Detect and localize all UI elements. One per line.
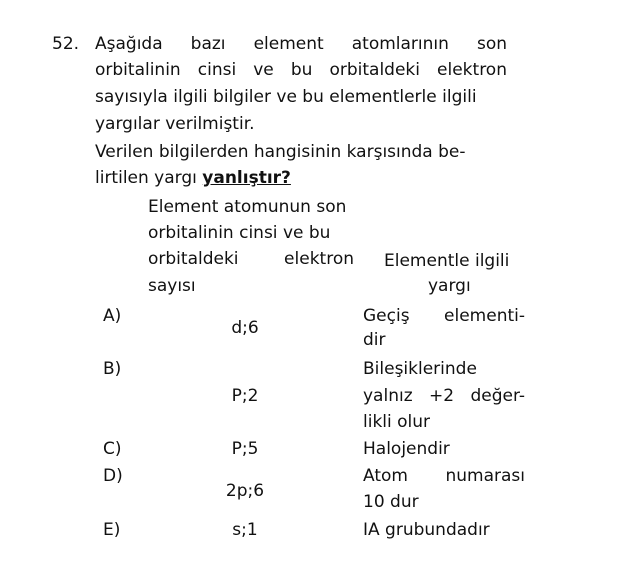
- option-d-value: 2p;6: [225, 481, 265, 501]
- option-b-label: B): [103, 359, 122, 379]
- question-text-line-4: yargılar verilmiştir.: [95, 114, 255, 134]
- option-c-label: C): [103, 439, 122, 459]
- question-text-line-6-prefix: lirtilen yargı: [95, 168, 203, 188]
- question-emphasis: yanlıştır?: [202, 168, 291, 188]
- option-a-statement-2: dir: [363, 330, 386, 350]
- option-c-value: P;5: [231, 439, 259, 459]
- table-header-left-1: Element atomunun son: [148, 197, 347, 217]
- option-b-statement-2: yalnız +2 değer-: [363, 386, 525, 406]
- question-text-line-3: sayısıyla ilgili bilgiler ve bu elementlerle ilgili: [95, 87, 477, 107]
- option-a-statement-1: Geçiş elementi-: [363, 306, 525, 326]
- option-e-statement-1: IA grubundadır: [363, 520, 490, 540]
- table-header-left-3: orbitaldeki elektron: [148, 249, 354, 269]
- question-text-line-5: Verilen bilgilerden hangisinin karşısında be-: [95, 142, 466, 162]
- table-header-left-2: orbitalinin cinsi ve bu: [148, 223, 331, 243]
- option-c-statement-1: Halojendir: [363, 439, 450, 459]
- question-text-line-1: Aşağıda bazı element atomlarının son: [95, 34, 507, 54]
- option-b-statement-1: Bileşiklerinde: [363, 359, 477, 379]
- question-number: 52.: [52, 34, 80, 54]
- table-header-right-1: Elementle ilgili: [384, 251, 510, 271]
- option-a-label: A): [103, 306, 122, 326]
- option-d-statement-1: Atom numarası: [363, 466, 525, 486]
- option-b-statement-3: likli olur: [363, 412, 431, 432]
- table-header-left-4: sayısı: [148, 276, 196, 296]
- question-text-line-2: orbitalinin cinsi ve bu orbitaldeki elektron: [95, 60, 507, 80]
- option-d-label: D): [103, 466, 123, 486]
- option-b-value: P;2: [231, 386, 259, 406]
- option-a-value: d;6: [231, 318, 259, 338]
- table-header-right-2: yargı: [428, 276, 471, 296]
- option-e-label: E): [103, 520, 121, 540]
- option-e-value: s;1: [232, 520, 258, 540]
- option-d-statement-2: 10 dur: [363, 492, 419, 512]
- question-text-line-6: [95, 168, 291, 188]
